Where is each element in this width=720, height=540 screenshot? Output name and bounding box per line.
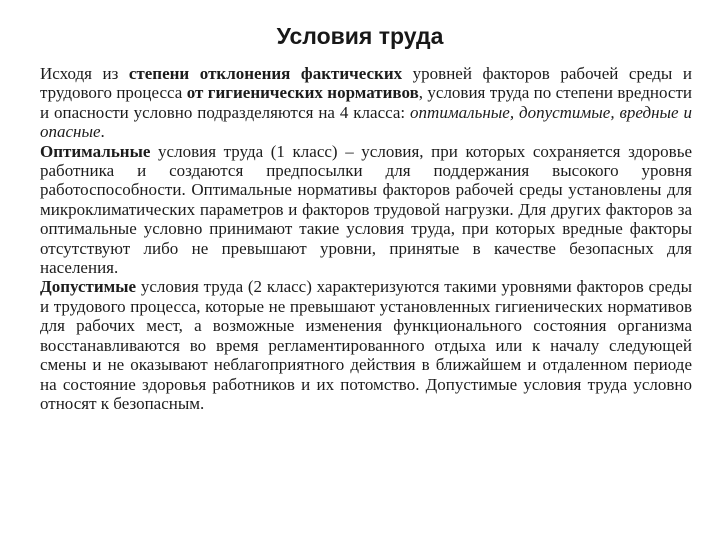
text-run: уровней факторов рабочей среды и трудового процесса (40, 64, 692, 103)
text-run-bold: от гигиенических нормативов (186, 83, 419, 103)
text-run: , условия труда по степени вредности и опасности условно подразделяются на 4 класса: (40, 83, 692, 122)
paragraph-optimal-conditions (40, 142, 692, 278)
text-run: . (100, 122, 105, 142)
text-run-bold: степени отклонения фактических (128, 64, 403, 83)
slide-title: Условия труда (276, 23, 444, 49)
text-run-italic: оптимальные, допустимые, вредные и опасные (40, 102, 692, 142)
text-run: Исходя из (40, 64, 129, 83)
text-run-bold: Допустимые (40, 277, 137, 297)
paragraph-permissible-conditions (40, 277, 692, 413)
text-run-bold: Оптимальные (40, 141, 151, 161)
text-run: условия труда (2 класс) характеризуются такими уровнями факторов среды и трудового процесса, которые не превышают установленных гигиенических нормативов для рабочих мест, а возможные изменения функционального состояния организма восстанавливаются во время регламентированного отдыха или к началу следующей смены и не оказывают неблагоприятного действия в ближайшем и отдаленном периоде на состояние здоровья работников и их потомство. Допустимые условия труда условно относят к безопасным. (40, 277, 692, 413)
text-run: условия труда (1 класс) – условия, при которых сохраняется здоровье работника и создаются предпосылки для поддержания высокого уровня работоспособности. Оптимальные нормативы факторов рабочей среды установлены для микроклиматических параметров и факторов трудовой нагрузки. Для других факторов за оптимальные условно принимают такие условия труда, при которых вредные факторы отсутствуют либо не превышают уровни, принятые в качестве безопасных для населения. (40, 141, 692, 278)
paragraph-classification (40, 64, 692, 142)
slide-body (40, 64, 692, 413)
